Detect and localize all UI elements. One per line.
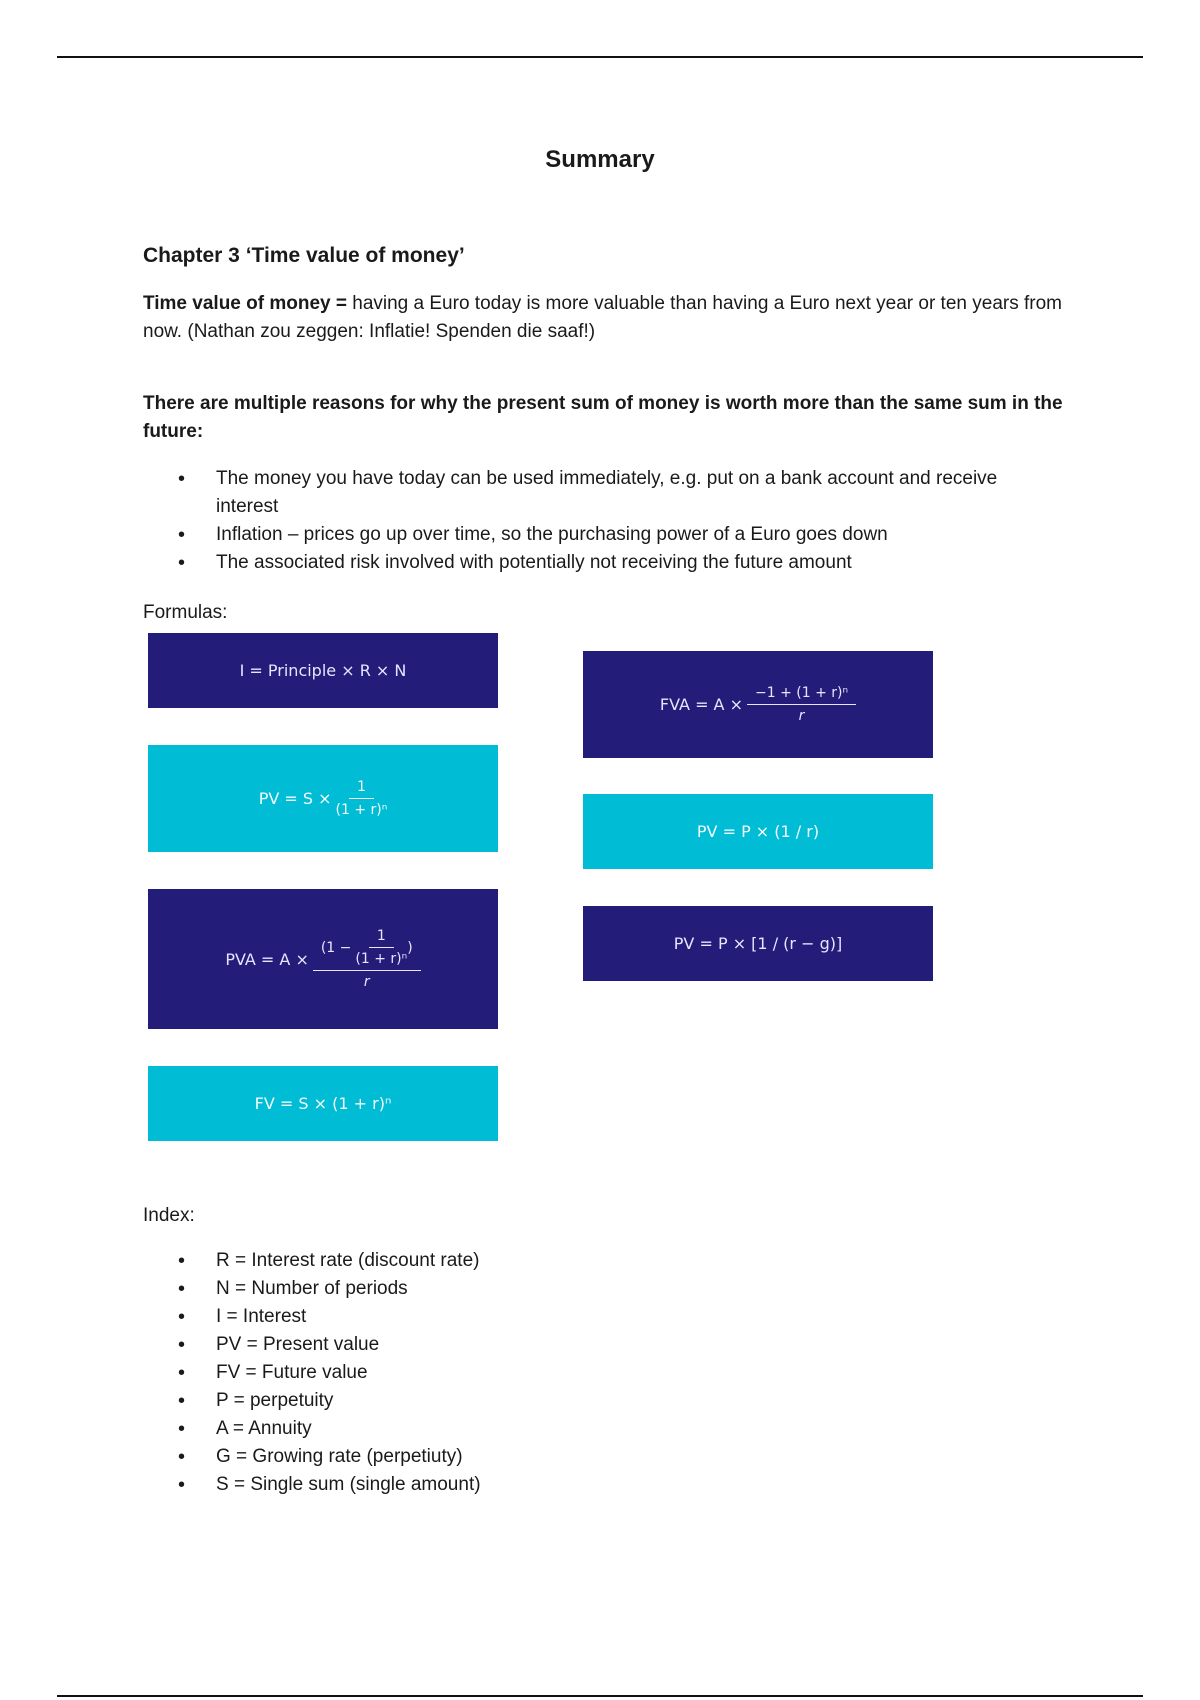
formula-present-value-annuity — [148, 889, 498, 1029]
list-item: • P = perpetuity — [143, 1387, 1063, 1415]
footer-rule — [57, 1695, 1143, 1697]
list-item: • I = Interest — [143, 1303, 1063, 1331]
chapter-heading: Chapter 3 ‘Time value of money’ — [143, 244, 465, 267]
formula-pva-inner-open: (1 − — [320, 939, 352, 956]
formula-pva-denominator: r — [363, 974, 370, 990]
formula-pv-lhs: PV = S × — [258, 789, 332, 808]
list-item: • PV = Present value — [143, 1331, 1063, 1359]
index-list-container — [143, 1247, 1063, 1499]
list-item: • The money you have today can be used immediately, e.g. put on a bank account and receive interest — [143, 465, 1063, 521]
index-label: Index: — [143, 1205, 195, 1226]
formula-pv-denominator: (1 + r)ⁿ — [335, 802, 388, 818]
formula-interest-text: I = Principle × R × N — [239, 661, 407, 680]
formula-pva-inner-numerator: 1 — [369, 928, 394, 948]
formula-interest — [148, 633, 498, 708]
list-item: • R = Interest rate (discount rate) — [143, 1247, 1063, 1275]
formula-fva-lhs: FVA = A × — [659, 695, 743, 714]
reasons-list-container — [143, 465, 1063, 577]
definition-term: Time value of money = — [143, 293, 347, 314]
formula-pva-inner-close: ) — [407, 939, 413, 956]
formula-pv-fraction — [336, 779, 388, 818]
formula-pv-numerator: 1 — [349, 779, 374, 799]
formula-pva-inner-denominator: (1 + r)ⁿ — [355, 951, 408, 967]
formula-fva-numerator: −1 + (1 + r)ⁿ — [747, 685, 856, 705]
list-item: • The associated risk involved with potentially not receiving the future amount — [143, 549, 1063, 577]
definition-paragraph — [143, 290, 1063, 346]
list-item: • N = Number of periods — [143, 1275, 1063, 1303]
index-list — [143, 1247, 1063, 1499]
formula-perpetuity-text: PV = P × (1 / r) — [696, 822, 820, 841]
formula-perpetuity — [583, 794, 933, 869]
list-item: • Inflation – prices go up over time, so the purchasing power of a Euro goes down — [143, 521, 1063, 549]
list-item: • A = Annuity — [143, 1415, 1063, 1443]
reasons-heading: There are multiple reasons for why the present sum of money is worth more than the same sum in the future: — [143, 393, 1063, 442]
header-rule — [57, 56, 1143, 58]
formula-growing-perpetuity-text: PV = P × [1 / (r − g)] — [673, 934, 843, 953]
formula-pva-numerator — [313, 928, 421, 971]
formula-growing-perpetuity — [583, 906, 933, 981]
formula-pva-inner-fraction — [355, 928, 407, 967]
formula-pva-fraction — [313, 928, 421, 990]
formulas-label: Formulas: — [143, 602, 228, 623]
formula-fva-fraction — [747, 685, 856, 724]
definition-text: having a Euro today is more valuable than having a Euro next year or ten years from now. (Nathan zou zeggen: Inflatie! Spenden die saaf!) — [143, 293, 1062, 342]
formula-pva-lhs: PVA = A × — [225, 949, 309, 969]
page-title: Summary — [545, 146, 655, 173]
list-item: • G = Growing rate (perpetiuty) — [143, 1443, 1063, 1471]
formula-future-value — [148, 1066, 498, 1141]
formula-present-value — [148, 745, 498, 852]
list-item: • FV = Future value — [143, 1359, 1063, 1387]
formula-fv-text: FV = S × (1 + r)ⁿ — [254, 1094, 392, 1113]
list-item: • S = Single sum (single amount) — [143, 1471, 1063, 1499]
formula-future-value-annuity — [583, 651, 933, 758]
formula-fva-denominator: r — [798, 708, 805, 724]
reasons-list — [143, 465, 1063, 577]
